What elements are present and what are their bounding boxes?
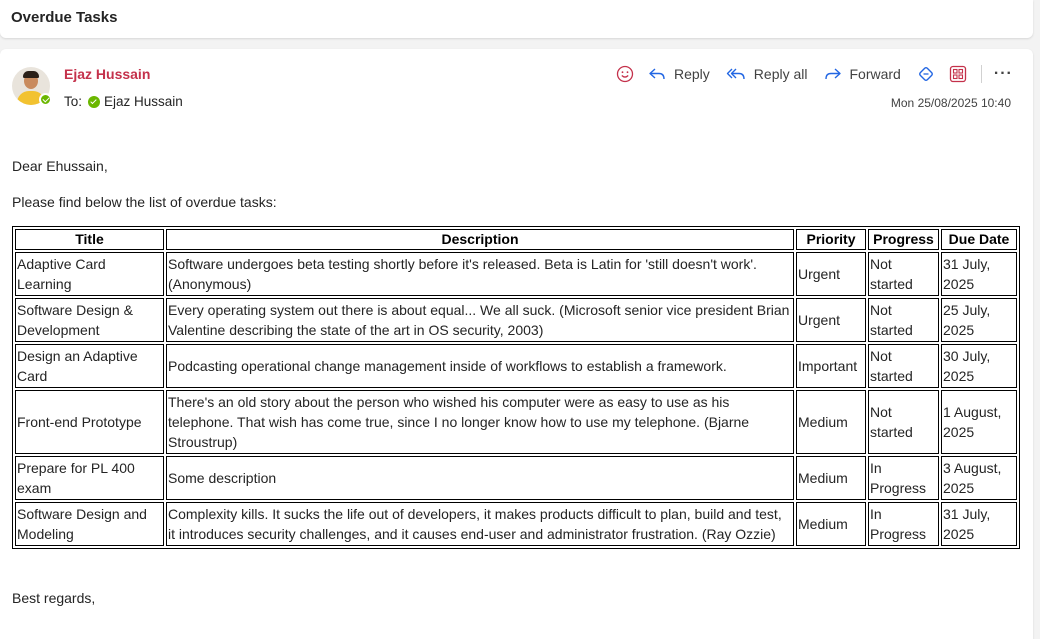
to-label: To: <box>64 94 83 109</box>
reply-all-button[interactable] <box>726 66 808 82</box>
table-header-row <box>15 229 1017 250</box>
message-date: Mon 25/08/2025 10:40 <box>890 96 1011 110</box>
presence-available-icon <box>39 93 52 106</box>
reply-icon <box>648 66 666 82</box>
task-progress: Not started <box>868 252 939 296</box>
intro-text: Please find below the list of overdue tasks: <box>12 194 277 210</box>
task-progress: In Progress <box>868 502 939 546</box>
table-row <box>15 252 1017 296</box>
col-header-description: Description <box>166 229 794 250</box>
task-due-date: 25 July, 2025 <box>941 298 1017 342</box>
greeting-text: Dear Ehussain, <box>12 158 108 174</box>
col-header-title: Title <box>15 229 164 250</box>
message-card <box>0 49 1033 639</box>
forward-button[interactable] <box>824 66 901 82</box>
subject-bar <box>0 0 1033 38</box>
task-description: Complexity kills. It sucks the life out of developers, it makes products difficult to plan, build and test, it introduces security challenges, and it causes end-user and administrator frustration. (Ray Ozzie) <box>166 502 794 546</box>
task-priority: Important <box>796 344 866 388</box>
forward-label: Forward <box>849 66 901 82</box>
task-progress: Not started <box>868 390 939 454</box>
toolbar-divider <box>981 65 982 83</box>
col-header-priority: Priority <box>796 229 866 250</box>
table-row <box>15 456 1017 500</box>
emoji-icon <box>616 65 634 83</box>
apps-grid-icon <box>949 65 967 83</box>
reply-label: Reply <box>674 66 710 82</box>
reply-all-label: Reply all <box>753 66 808 82</box>
task-title: Design an Adaptive Card <box>15 344 164 388</box>
more-actions-button[interactable]: ··· <box>993 65 1013 82</box>
task-title: Software Design and Modeling <box>15 502 164 546</box>
task-description: Podcasting operational change management inside of workflows to establish a framework. <box>166 344 794 388</box>
reply-button[interactable] <box>648 66 710 82</box>
task-due-date: 30 July, 2025 <box>941 344 1017 388</box>
task-description: Some description <box>166 456 794 500</box>
task-title: Front-end Prototype <box>15 390 164 454</box>
task-progress: In Progress <box>868 456 939 500</box>
message-actions <box>616 63 1013 85</box>
task-due-date: 31 July, 2025 <box>941 502 1017 546</box>
task-due-date: 31 July, 2025 <box>941 252 1017 296</box>
task-priority: Medium <box>796 456 866 500</box>
table-row <box>15 502 1017 546</box>
forward-icon <box>824 66 842 82</box>
task-priority: Medium <box>796 390 866 454</box>
col-header-progress: Progress <box>868 229 939 250</box>
loop-icon <box>917 65 935 83</box>
sender-name[interactable]: Ejaz Hussain <box>64 66 151 82</box>
closing-text: Best regards, <box>12 590 96 606</box>
react-emoji-button[interactable] <box>616 65 634 83</box>
task-due-date: 1 August, 2025 <box>941 390 1017 454</box>
recipient-name[interactable]: Ejaz Hussain <box>104 94 183 109</box>
avatar-hair <box>23 71 39 78</box>
table-row <box>15 390 1017 454</box>
task-title: Adaptive Card Learning <box>15 252 164 296</box>
task-priority: Urgent <box>796 298 866 342</box>
task-title: Software Design & Development <box>15 298 164 342</box>
loop-button[interactable] <box>917 65 935 83</box>
task-due-date: 3 August, 2025 <box>941 456 1017 500</box>
task-progress: Not started <box>868 298 939 342</box>
task-title: Prepare for PL 400 exam <box>15 456 164 500</box>
task-priority: Urgent <box>796 252 866 296</box>
task-priority: Medium <box>796 502 866 546</box>
table-row <box>15 298 1017 342</box>
task-description: Every operating system out there is about equal... We all suck. (Microsoft senior vice president Brian Valentine describing the state of the art in OS security, 2003) <box>166 298 794 342</box>
recipient-row <box>64 94 183 109</box>
task-progress: Not started <box>868 344 939 388</box>
task-description: There's an old story about the person who wished his computer were as easy to use as his telephone. That wish has come true, since I no longer know how to use my telephone. (Bjarne Stroustrup) <box>166 390 794 454</box>
overdue-tasks-table <box>12 226 1020 549</box>
reply-all-icon <box>726 66 746 82</box>
apps-button[interactable] <box>949 65 967 83</box>
table-row <box>15 344 1017 388</box>
subject-title: Overdue Tasks <box>11 9 118 26</box>
task-description: Software undergoes beta testing shortly before it's released. Beta is Latin for 'still doesn't work'. (Anonymous) <box>166 252 794 296</box>
col-header-due-date: Due Date <box>941 229 1017 250</box>
recipient-presence-icon <box>88 96 100 108</box>
